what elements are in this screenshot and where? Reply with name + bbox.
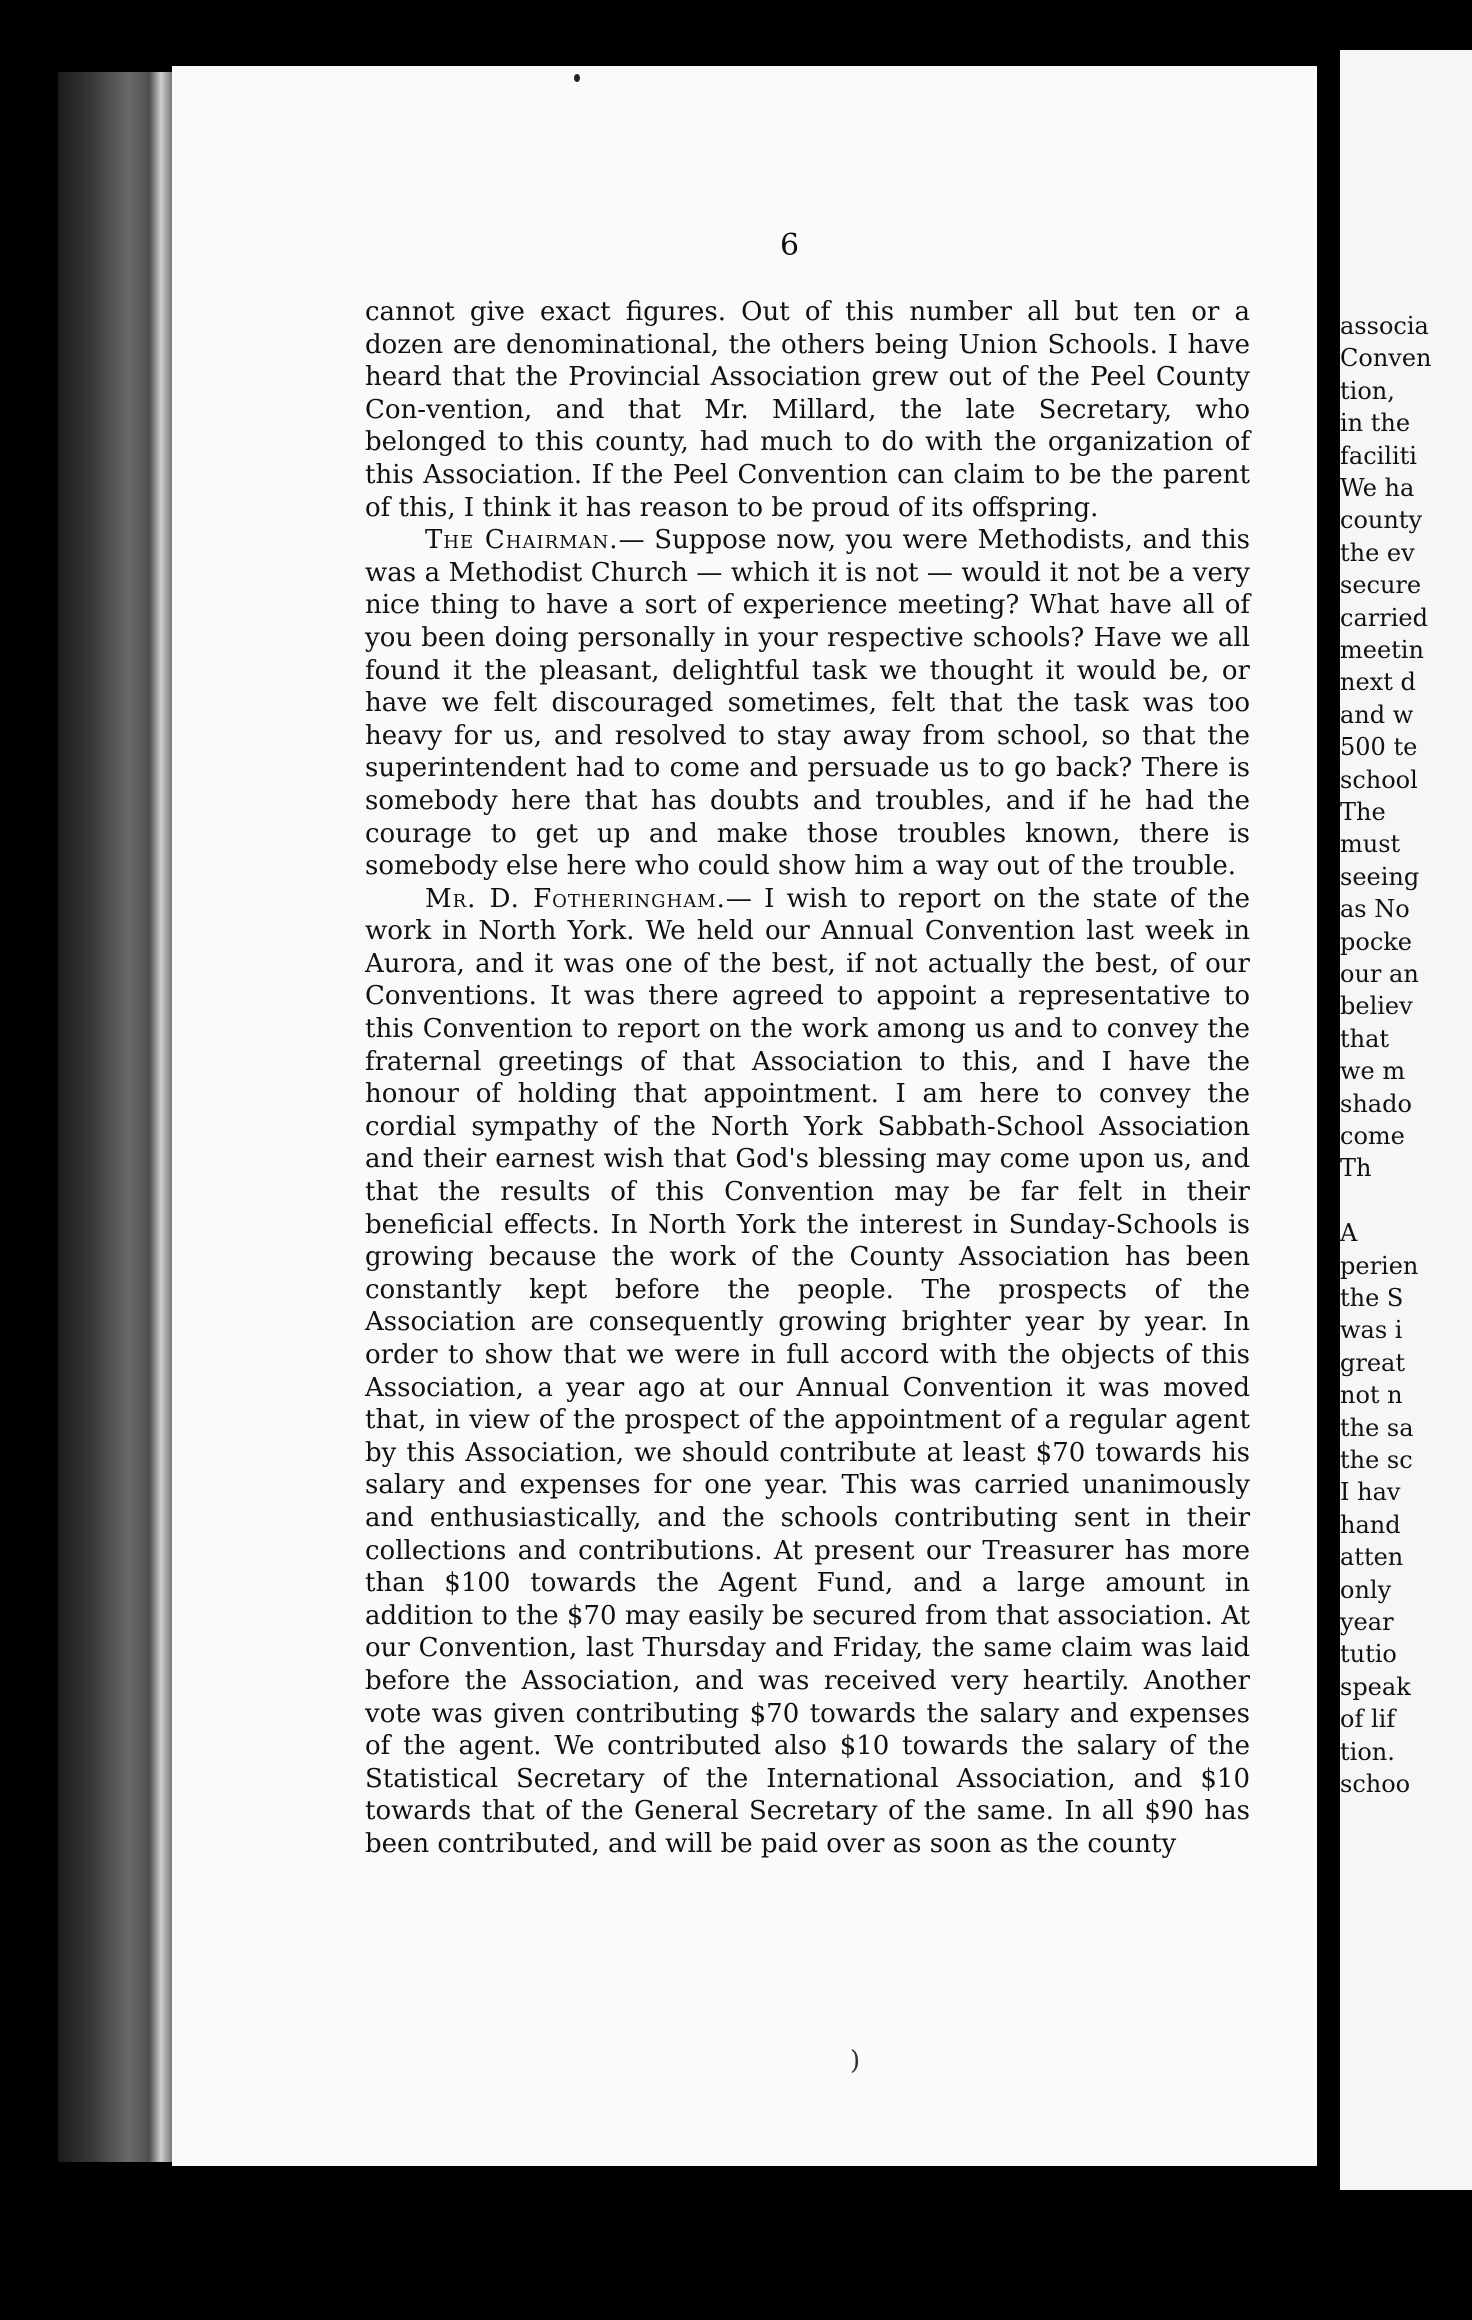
paragraph-text: — I wish to report on the state of the work in North York. We held our Annual Convention last week in Aurora, and it was one of the best, if not actually the best, of our Conventions. It was there agreed to appoint a representative to this Convention to report on the work among us and to convey the fraternal greetings of that Association to this, and I have the honour of holding that appointment. I am here to convey the cordial sympathy of the North York Sabbath-School Association and their earnest wish that God's blessing may come upon us, and that the results of this Convention may be far felt in their beneficial effects. In North York the interest in Sunday-Schools is growing because the work of the County Association has been constantly kept before the people. The prospects of the Association are consequently growing brighter year by year. In order to show that we were in full accord with the objects of this Association, a year ago at our Annual Convention it was moved that, in view of the prospect of the appointment of a regular agent by this Association, we should contribute at least $70 towards his salary and expenses for one year. This was carried unanimously and enthusiastically, and the schools contributing sent in their collections and contributions. At present our Treasurer has more than $100 towards the Agent Fund, and a large amount in addition to the $70 may easily be secured from that association. At our Convention, last Thursday and Friday, the same claim was laid before the Association, and was received very heartily. Another vote was given contributing $70 towards the salary and expenses of the agent. We contributed also $10 towards the salary of the Statistical Secretary of the International Association, and $10 towards that of the General Secretary of the same. In all $90 has been contributed, and will be paid over as soon as the county [365, 883, 1250, 1859]
facing-page-fragment: next d [1340, 668, 1416, 697]
line: are denominational, the others being Union Schools. I have heard [365, 329, 1250, 393]
paragraph-3 [365, 883, 1250, 1861]
facing-page-fragment: the sc [1340, 1446, 1413, 1474]
facing-page-fragment: carried [1340, 603, 1428, 632]
facing-page-fragment: not n [1340, 1381, 1403, 1410]
facing-page-fragment: I hav [1340, 1478, 1401, 1507]
facing-page-fragment: we m [1340, 1057, 1406, 1086]
paragraph-2 [365, 524, 1250, 883]
facing-page-fragment: year [1340, 1608, 1394, 1636]
facing-page-fragment: great [1340, 1348, 1405, 1377]
paragraph-text: — Suppose now, you were Methodists, and this was a Methodist Church — which it is not — would it not be a very nice thing to have a sort of experience meeting? What have all of you been doing personally in your respective schools? Have we all found it the pleasant, delightful task we thought it would be, or have we felt discouraged sometimes, felt that the task was too heavy for us, and resolved to stay away from school, so that the superintendent had to come and persuade us to go back? There is somebody here that has doubts and troubles, and if he had the courage to get up and make those troubles known, there is somebody else here who could show him a way out of the trouble. [365, 525, 1250, 882]
facing-page-fragment: faciliti [1340, 441, 1417, 470]
facing-page-fragment: only [1340, 1575, 1392, 1604]
ink-speck [574, 74, 580, 82]
facing-page-fragment: the ev [1340, 538, 1415, 567]
facing-page-fragment: secure [1340, 571, 1422, 600]
line: cannot give exact figures. Out of this number all but ten or a dozen [365, 297, 1250, 360]
facing-page-fragment: believ [1340, 992, 1413, 1021]
facing-page-fragment: The [1340, 798, 1386, 826]
facing-page-fragment: and w [1340, 700, 1414, 729]
facing-page-fragment: school [1340, 765, 1418, 794]
facing-page-fragment: our an [1340, 960, 1419, 988]
facing-page-fragment: seeing [1340, 862, 1420, 891]
facing-page-fragment: A [1340, 1219, 1358, 1248]
facing-page-fragment: hand [1340, 1510, 1401, 1539]
facing-page-fragment: 500 te [1340, 733, 1418, 762]
line: county, had much to do with the organization of this Association. If [365, 427, 1250, 490]
line: the Peel Convention can claim to be the parent of this, I think it has [365, 459, 1250, 523]
facing-page-fragment: shado [1340, 1089, 1412, 1118]
facing-page-fragment: Conven [1340, 344, 1432, 373]
bottom-mark: ) [850, 2046, 861, 2076]
facing-page-fragment: the sa [1340, 1413, 1414, 1442]
line: that the Provincial Association grew out of the Peel County Con- [365, 362, 1250, 425]
paragraph-1 [365, 296, 1250, 524]
facing-page-fragment: of lif [1340, 1705, 1396, 1734]
facing-page-fragment: come [1340, 1122, 1405, 1150]
speaker-name: Mr. D. Fotheringham. [425, 883, 726, 914]
binding-edge [150, 72, 172, 2162]
facing-page-fragment: tion, [1340, 376, 1395, 405]
speaker-name: The Chairman. [425, 525, 619, 556]
facing-page-fragment: the S [1340, 1284, 1404, 1312]
facing-page-fragment: that [1340, 1024, 1390, 1053]
facing-page-fragment: atten [1340, 1543, 1404, 1572]
facing-page-fragment: in the [1340, 409, 1411, 438]
facing-page-fragment: must [1340, 830, 1401, 859]
facing-page-fragment: county [1340, 506, 1423, 535]
facing-page-fragment: was i [1340, 1316, 1403, 1345]
facing-page-fragment: schoo [1340, 1770, 1411, 1798]
facing-page-fragment: pocke [1340, 927, 1412, 956]
page-body [365, 296, 1250, 1861]
facing-page-fragment: meetin [1340, 636, 1424, 664]
line: vention, and that Mr. Millard, the late Secretary, who belonged to this [365, 394, 1250, 458]
facing-page-fragment: associa [1340, 312, 1429, 340]
facing-page-fragment: tion. [1340, 1737, 1395, 1766]
page-number: 6 [780, 228, 800, 263]
facing-page-fragment: tutio [1340, 1640, 1397, 1669]
facing-page-fragment: speak [1340, 1672, 1411, 1701]
facing-page-fragment: perien [1340, 1251, 1419, 1280]
line: reason to be proud of its offspring. [639, 492, 1099, 523]
facing-page-fragment: Th [1340, 1154, 1372, 1183]
facing-page-fragment: We ha [1340, 474, 1415, 502]
facing-page [1340, 50, 1472, 2190]
facing-page-fragment: as No [1340, 895, 1410, 924]
